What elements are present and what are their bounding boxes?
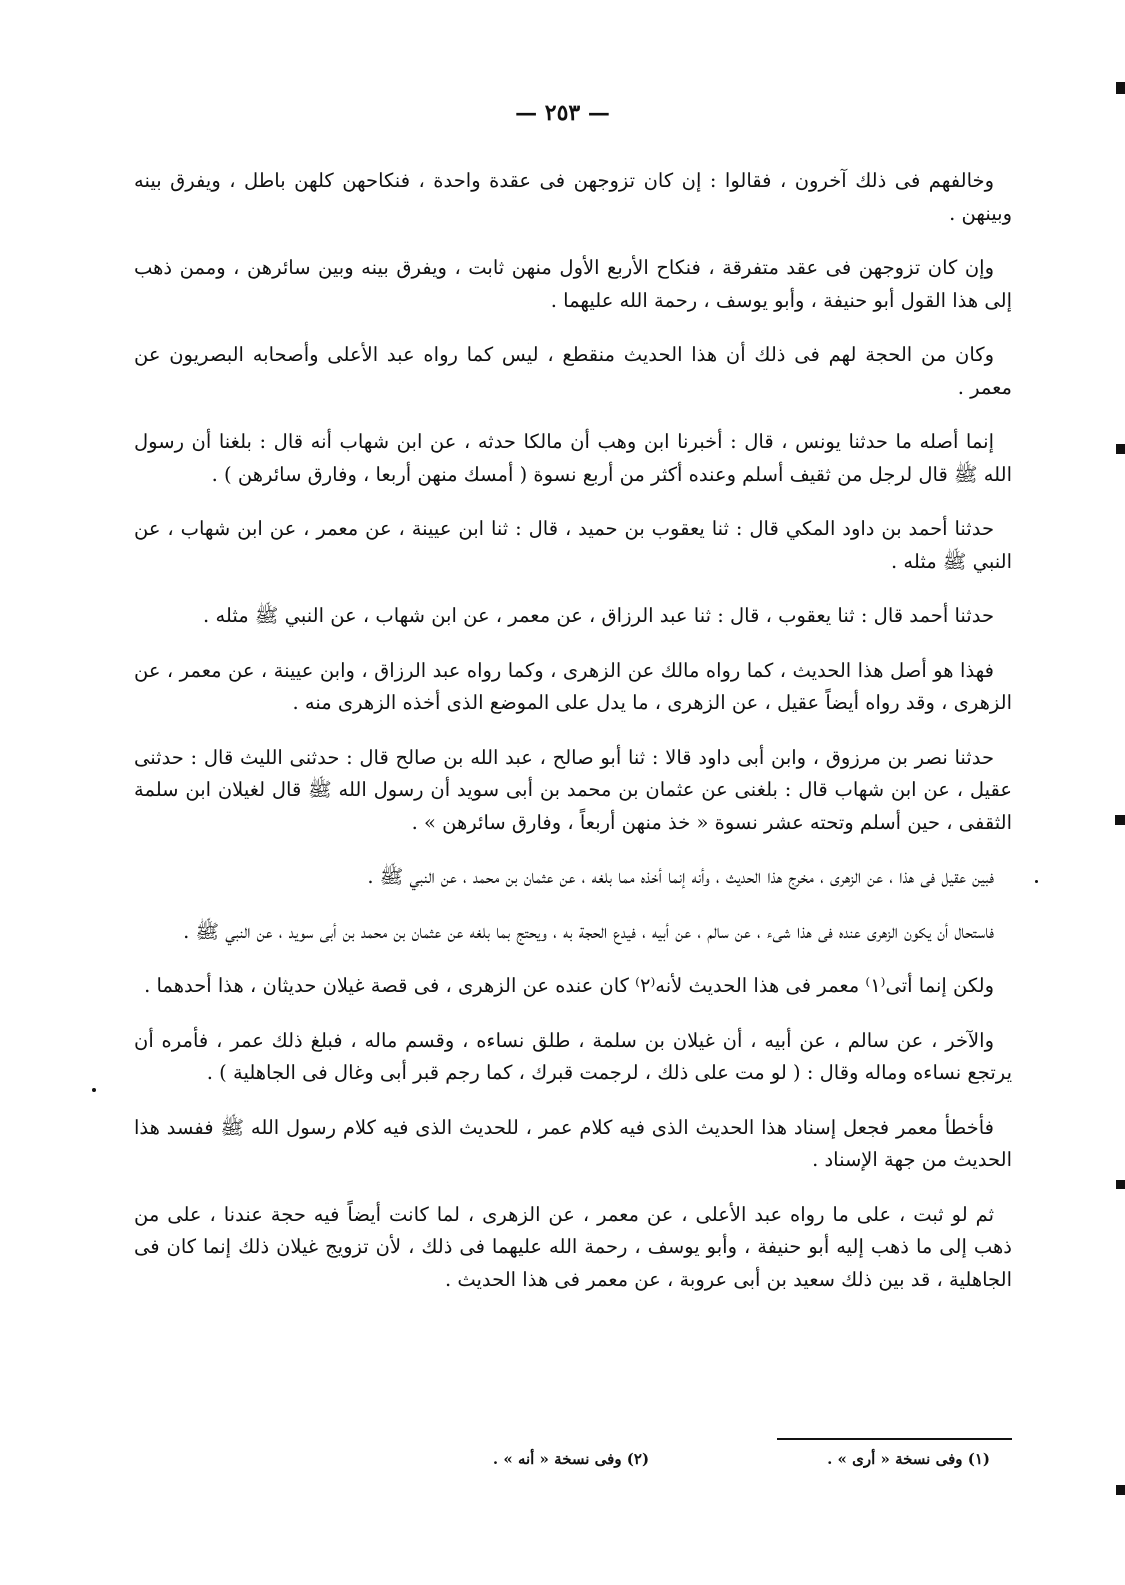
- paragraph: فاستحال أن يكون الزهرى عنده فى هذا شىء ، عن سالم ، عن أبيه ، فيدع الحجة به ، ويحتج بما بلغه عن عثمان بن محمد بن أبى سويد ، عن النبي ﷺ .: [183, 919, 994, 943]
- paragraph: فهذا هو أصل هذا الحديث ، كما رواه مالك عن الزهرى ، وكما رواه عبد الرزاق ، وابن عيينة ، عن معمر ، عن الزهرى ، وقد رواه أيضاً عقيل ، عن الزهرى ، ما يدل على الموضع الذى أخذه الزهرى منه .: [134, 658, 1012, 714]
- paragraph: وخالفهم فى ذلك آخرون ، فقالوا : إن كان تزوجهن فى عقدة واحدة ، فنكاحهن كلهن باطل ، ويفرق بينه وبينهن .: [134, 169, 1012, 225]
- paragraph: وكان من الحجة لهم فى ذلك أن هذا الحديث منقطع ، ليس كما رواه عبد الأعلى وأصحابه البصريون عن معمر .: [134, 343, 1012, 399]
- paragraph: وإن كان تزوجهن فى عقد متفرقة ، فنكاح الأربع الأول منهن ثابت ، ويفرق بينه وبين سائرهن ، وممن ذهب إلى هذا القول أبو حنيفة ، وأبو يوسف ، رحمة الله عليهما .: [134, 256, 1012, 312]
- paragraph: والآخر ، عن سالم ، عن أبيه ، أن غيلان بن سلمة ، طلق نساءه ، وقسم ماله ، فبلغ ذلك عمر ، فأمره أن يرتجع نساءه وماله وقال : ( لو مت على ذلك ، لرجمت قبرك ، كما رجم قبر أبى وغال فى الجاهلية ) .: [134, 1028, 1012, 1084]
- scan-edge-mark: [1116, 1485, 1125, 1495]
- footnote-1: (١) وفى نسخة « أرى » .: [827, 1450, 990, 1468]
- paragraph: حدثنا أحمد قال : ثنا يعقوب ، قال : ثنا عبد الرزاق ، عن معمر ، عن ابن شهاب ، عن النبي ﷺ مثله .: [203, 604, 994, 627]
- page-number: — ٢٥٣ —: [515, 100, 610, 126]
- paragraph: ثم لو ثبت ، على ما رواه عبد الأعلى ، عن معمر ، عن الزهرى ، لما كانت أيضاً فيه حجة عندنا ، على من ذهب إلى ما ذهب إليه أبو حنيفة ، وأبو يوسف ، رحمة الله عليهما فى ذلك ، لأن تزويج غيلان ذلك إنما كان فى الجاهلية ، قد بين ذلك سعيد بن أبى عروبة ، عن معمر فى هذا الحديث .: [134, 1202, 1012, 1291]
- scan-speck: [92, 1088, 96, 1092]
- scan-edge-mark: [1115, 815, 1125, 825]
- paragraph: حدثنا نصر بن مرزوق ، وابن أبى داود قالا : ثنا أبو صالح ، عبد الله بن صالح قال : حدثنى الليث قال : حدثنى عقيل ، عن ابن شهاب قال : بلغنى عن عثمان بن محمد بن أبى سويد أن رسول الله ﷺ قال لغيلان ابن سلمة الثقفى ، حين أسلم وتحته عشر نسوة « خذ منهن أربعاً ، وفارق سائرهن » .: [134, 745, 1012, 834]
- footnote-separator: [777, 1438, 1012, 1440]
- scan-edge-mark: [1116, 82, 1125, 94]
- scan-edge-mark: [1116, 444, 1125, 454]
- footnotes: [134, 1450, 1012, 1468]
- paragraph: ولكن إنما أتى⁽١⁾ معمر فى هذا الحديث لأنه⁽٢⁾ كان عنده عن الزهرى ، فى قصة غيلان حديثان ، هذا أحدهما .: [144, 974, 994, 997]
- paragraph: فأخطأ معمر فجعل إسناد هذا الحديث الذى فيه كلام عمر ، للحديث الذى فيه كلام رسول الله ﷺ ففسد هذا الحديث من جهة الإسناد .: [134, 1115, 1012, 1171]
- main-text: [134, 165, 1012, 1318]
- scan-speck: [1035, 880, 1038, 883]
- paragraph: حدثنا أحمد بن داود المكي قال : ثنا يعقوب بن حميد ، قال : ثنا ابن عيينة ، عن معمر ، عن ابن شهاب ، عن النبي ﷺ مثله .: [134, 517, 1012, 573]
- paragraph: فبين عقيل فى هذا ، عن الزهرى ، مخرج هذا الحديث ، وأنه إنما أخذه مما بلغه ، عن عثمان بن محمد ، عن النبي ﷺ .: [367, 865, 994, 888]
- scan-edge-mark: [1116, 1180, 1125, 1189]
- paragraph: إنما أصله ما حدثنا يونس ، قال : أخبرنا ابن وهب أن مالكا حدثه ، عن ابن شهاب أنه قال : بلغنا أن رسول الله ﷺ قال لرجل من ثقيف أسلم وعنده أكثر من أربع نسوة ( أمسك منهن أربعا ، وفارق سائرهن ) .: [134, 430, 1012, 486]
- footnote-2: (٢) وفى نسخة « أنه » .: [492, 1450, 650, 1468]
